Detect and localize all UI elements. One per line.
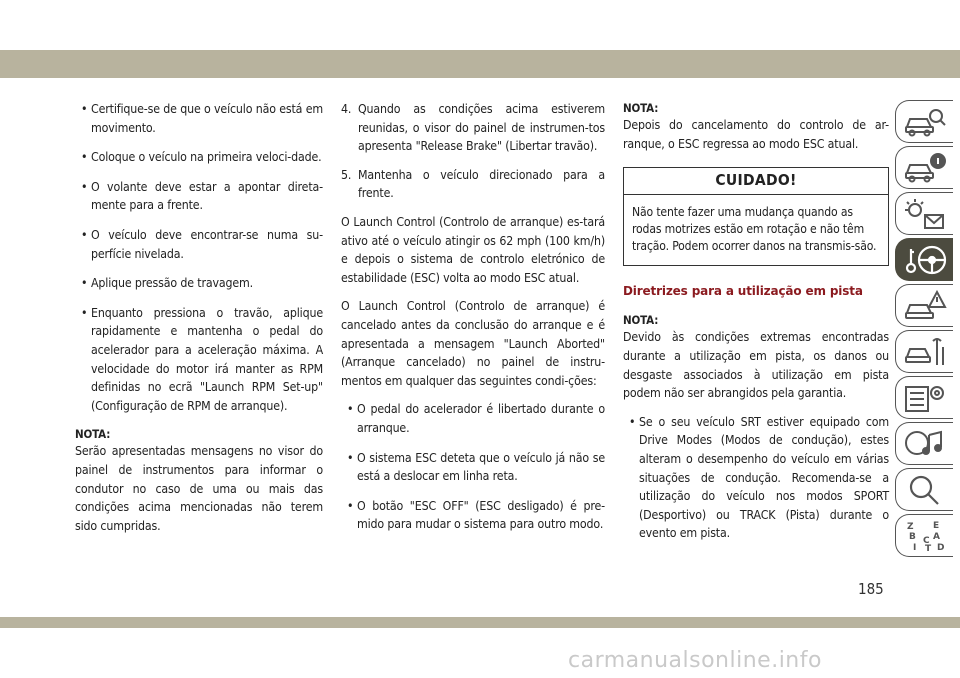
note-text: Depois do cancelamento do controlo de ar-ranque, o ESC regressa ao modo ESC atual. [623, 118, 889, 151]
index-letter: D [936, 542, 944, 553]
car-search-icon [903, 105, 947, 139]
index-letter: I [912, 542, 916, 553]
dashboard-lights-message-icon [903, 197, 947, 231]
tab-emergency[interactable] [895, 284, 953, 327]
tab-dashboard-lights[interactable] [895, 192, 953, 235]
chapter-tabs [895, 100, 960, 560]
magnifier-search-icon [903, 473, 947, 507]
list-item: • O botão "ESC OFF" (ESC desligado) é pre-mido para mudar o sistema para outro modo. [341, 497, 605, 534]
list-item: • Aplique pressão de travagem. [75, 274, 323, 293]
index-letter: B [908, 531, 916, 542]
index-letter: C [922, 535, 930, 546]
tab-starting-operating[interactable] [895, 238, 953, 281]
index-letter: A [932, 531, 940, 542]
note-text: Devido às condições extremas encontradas durante a utilização em pista, os danos ou desgaste associados à utilização em pista podem não ser abrangidos pela garantia. [623, 330, 889, 401]
caution-title: CUIDADO! [624, 168, 888, 195]
step-text: Mantenha o veículo direcionado para a frente. [358, 167, 605, 201]
list-item: • Se o seu veículo SRT estiver equipado com Drive Modes (Modos de condução), estes alteram o desempenho do veículo em várias situações de condução. Recomenda-se a utilização do veículo nos modos SPORT (Desportivo) ou TRACK (Pista) durante o evento em pista. [623, 413, 889, 543]
section-heading: Diretrizes para a utilização em pista [623, 283, 863, 298]
caution-text: Não tente fazer uma mudança quando as rodas motrizes estão em rotação e não têm tração. Podem ocorrer danos na transmis-são. [632, 204, 877, 253]
caution-box [623, 167, 889, 266]
list-item: • Coloque o veículo na primeira veloci-dade. [75, 148, 323, 167]
key-steering-wheel-icon [903, 243, 947, 277]
index-letter: T [924, 543, 931, 553]
paragraph: O Launch Control (Controlo de arranque) es-tará ativo até o veículo atingir os 62 mph (100 km/h) e depois o sistema de controlo eletrónico de estabilidade (ESC) volta ao modo ESC atual. [341, 214, 605, 285]
step-number: 5. [341, 167, 352, 182]
list-item: • Certifique-se de que o veículo não está em movimento. [75, 100, 323, 137]
car-warning-icon [903, 289, 947, 323]
column-2 [341, 100, 605, 545]
list-item: • O volante deve estar a apontar direta-mente para a frente. [75, 178, 323, 215]
column-3 [623, 100, 889, 554]
tab-index-search[interactable] [895, 468, 953, 511]
index-letter: E [932, 520, 939, 531]
list-item: • Enquanto pressiona o travão, aplique rapidamente e mantenha o pedal do acelerador para a aceleração máxima. A velocidade do motor irá manter as RPM definidas no ecrã "Launch RPM Set-up" (Configuração de RPM de arranque). [75, 304, 323, 416]
alphabetical-index-icon [903, 519, 947, 553]
car-wrench-icon [903, 335, 947, 369]
note-heading: NOTA: [623, 101, 659, 115]
watermark: carmanualsonline.info [568, 648, 822, 673]
tab-alphabetical-index[interactable] [895, 514, 953, 557]
header-band [0, 50, 960, 78]
tab-servicing[interactable] [895, 330, 953, 373]
page-number: 185 [858, 580, 884, 598]
numbered-step [341, 100, 605, 156]
footer-band [0, 617, 960, 628]
step-text: Quando as condições acima estiverem reunidas, o visor do painel de instrumen-tos apresenta "Release Brake" (Libertar travão). [358, 102, 605, 154]
tab-multimedia[interactable] [895, 422, 953, 465]
numbered-step [341, 166, 605, 203]
tab-specifications[interactable] [895, 376, 953, 419]
list-item: • O sistema ESC deteta que o veículo já não se está a deslocar em linha reta. [341, 449, 605, 486]
car-info-icon [903, 151, 947, 185]
note-heading: NOTA: [75, 427, 111, 442]
multimedia-music-icon [903, 427, 947, 461]
tab-car-search[interactable] [895, 100, 953, 143]
paragraph: O Launch Control (Controlo de arranque) é cancelado antes da conclusão do arranque e é apresentada a mensagem "Launch Aborted" (Arranque cancelado) no painel de instru-mentos em qualquer das seguintes condi-ções: [341, 299, 605, 388]
list-item: • O pedal do acelerador é libertado durante o arranque. [341, 400, 605, 437]
note-heading: NOTA: [623, 313, 659, 328]
column-1 [75, 100, 323, 545]
list-item: • O veículo deve encontrar-se numa su-perfície nivelada. [75, 226, 323, 263]
note-text: Serão apresentadas mensagens no visor do painel de instrumentos para informar o condutor no caso de uma ou mais das condições acima mencionadas não terem sido cumpridas. [75, 444, 323, 533]
tab-car-info[interactable] [895, 146, 953, 189]
specifications-gear-icon [903, 381, 947, 415]
step-number: 4. [341, 102, 352, 116]
index-letter: Z [906, 521, 914, 532]
